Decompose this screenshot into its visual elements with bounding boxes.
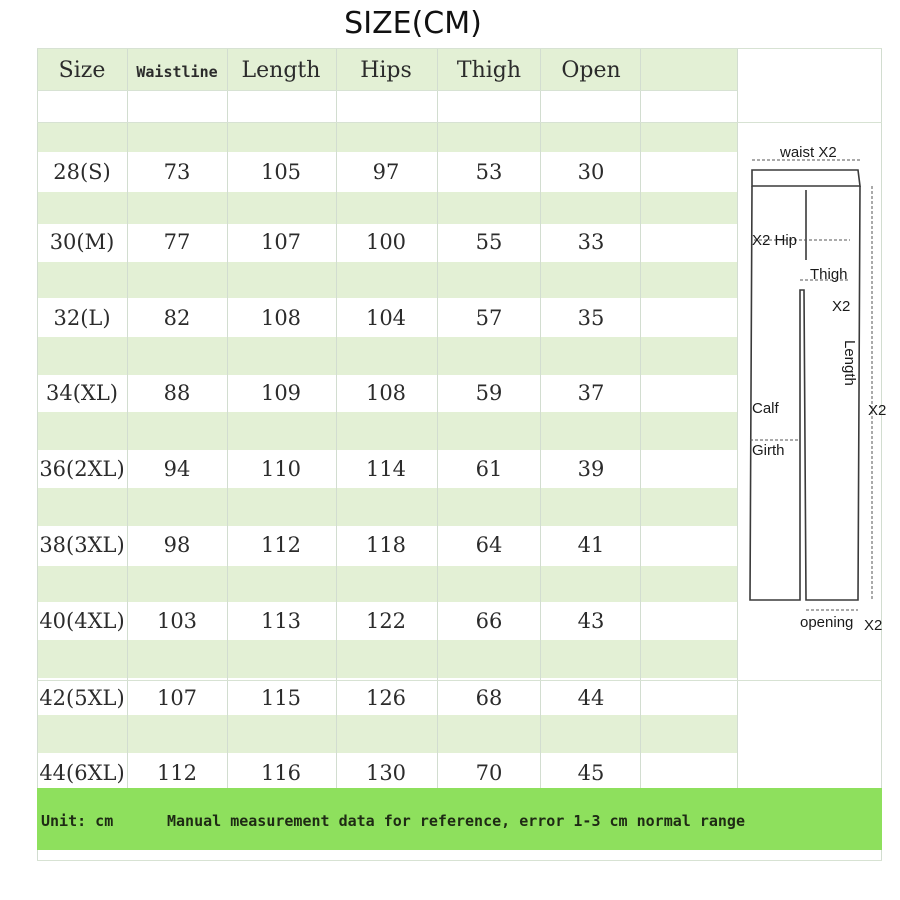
cell-waistline: 112 [156, 761, 198, 785]
cell-thigh: 66 [475, 609, 503, 633]
diagram-length-label: Length [841, 340, 858, 386]
cell-thigh: 61 [475, 457, 503, 481]
cell-length: 116 [260, 761, 302, 785]
cell-hips: 126 [365, 686, 407, 710]
cell-open: 30 [577, 160, 605, 184]
cell-length: 108 [260, 306, 302, 330]
cell-thigh: 55 [475, 230, 503, 254]
diagram-hip-label: X2 Hip [752, 232, 798, 249]
row-band [37, 262, 737, 298]
cell-size: 30(M) [49, 230, 115, 254]
header-length: Length [241, 58, 321, 83]
footer-bar [37, 788, 882, 850]
grid-line [227, 48, 228, 788]
cell-open: 37 [577, 381, 605, 405]
cell-thigh: 64 [475, 533, 503, 557]
diagram-thigh-label: Thigh [810, 266, 848, 283]
diagram-length-x2-label: X2 [868, 402, 887, 419]
diagram-opening-label: opening [800, 614, 854, 631]
cell-hips: 108 [365, 381, 407, 405]
cell-waistline: 88 [163, 381, 191, 405]
cell-size: 36(2XL) [39, 457, 125, 481]
header-thigh: Thigh [456, 58, 522, 83]
cell-hips: 122 [365, 609, 407, 633]
row-band [37, 412, 737, 450]
diagram-girth-label: Girth [752, 442, 785, 459]
row-band [37, 122, 737, 152]
diagram-thigh-x2-label: X2 [832, 298, 851, 315]
grid-line [37, 680, 882, 681]
cell-waistline: 103 [156, 609, 198, 633]
cell-thigh: 57 [475, 306, 503, 330]
grid-line [37, 90, 737, 91]
cell-size: 38(3XL) [39, 533, 125, 557]
cell-open: 33 [577, 230, 605, 254]
pants-diagram [740, 120, 900, 680]
header-waistline: Waistline [136, 63, 218, 81]
cell-waistline: 73 [163, 160, 191, 184]
row-band [37, 640, 737, 678]
cell-open: 44 [577, 686, 605, 710]
cell-waistline: 94 [163, 457, 191, 481]
cell-hips: 114 [365, 457, 407, 481]
grid-line [336, 48, 337, 788]
cell-open: 39 [577, 457, 605, 481]
header-size: Size [58, 58, 106, 83]
cell-thigh: 70 [475, 761, 503, 785]
cell-hips: 130 [365, 761, 407, 785]
cell-thigh: 68 [475, 686, 503, 710]
row-band [37, 192, 737, 224]
row-band [37, 566, 737, 602]
cell-length: 109 [260, 381, 302, 405]
cell-size: 42(5XL) [39, 686, 125, 710]
cell-length: 105 [260, 160, 302, 184]
grid-line [37, 48, 882, 49]
cell-hips: 118 [365, 533, 407, 557]
cell-size: 28(S) [53, 160, 111, 184]
diagram-calf-label: Calf [752, 400, 779, 417]
cell-open: 41 [577, 533, 605, 557]
cell-length: 113 [260, 609, 302, 633]
row-band [37, 715, 737, 753]
cell-hips: 97 [372, 160, 400, 184]
row-band [37, 488, 737, 526]
cell-size: 32(L) [53, 306, 111, 330]
cell-size: 40(4XL) [39, 609, 125, 633]
cell-waistline: 107 [156, 686, 198, 710]
cell-open: 45 [577, 761, 605, 785]
diagram-opening-x2-label: X2 [864, 617, 883, 634]
grid-line [37, 860, 882, 861]
cell-hips: 104 [365, 306, 407, 330]
cell-length: 112 [260, 533, 302, 557]
cell-length: 107 [260, 230, 302, 254]
diagram-waist-label: waist X2 [780, 144, 837, 161]
chart-title: SIZE(CM) [344, 6, 482, 41]
grid-line [737, 48, 738, 788]
cell-thigh: 53 [475, 160, 503, 184]
cell-thigh: 59 [475, 381, 503, 405]
row-band [37, 337, 737, 375]
footer-unit: Unit: cm [41, 812, 114, 830]
grid-line [640, 48, 641, 788]
cell-waistline: 98 [163, 533, 191, 557]
footer-note: Manual measurement data for reference, error 1-3 cm normal range [167, 812, 745, 830]
grid-line [540, 48, 541, 788]
cell-open: 43 [577, 609, 605, 633]
cell-waistline: 77 [163, 230, 191, 254]
grid-line [437, 48, 438, 788]
cell-waistline: 82 [163, 306, 191, 330]
cell-length: 110 [260, 457, 302, 481]
cell-open: 35 [577, 306, 605, 330]
grid-line [127, 48, 128, 788]
header-open: Open [561, 58, 621, 83]
cell-length: 115 [260, 686, 302, 710]
cell-size: 34(XL) [45, 381, 118, 405]
cell-size: 44(6XL) [39, 761, 125, 785]
cell-hips: 100 [365, 230, 407, 254]
header-hips: Hips [360, 58, 412, 83]
